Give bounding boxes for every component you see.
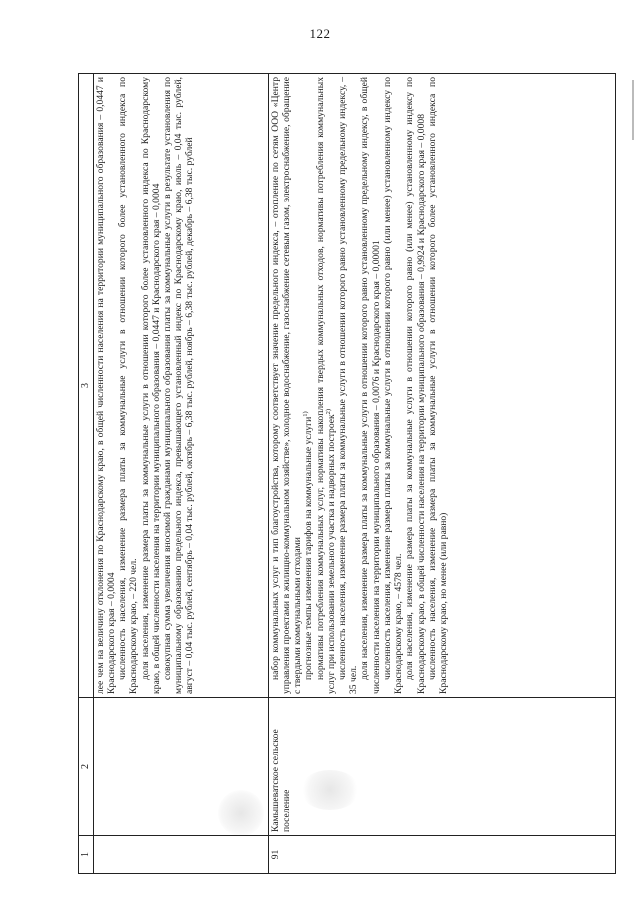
paragraph: численность населения, изменение размера платы за коммунальные услуги в отношении которого равно (или менее) установленному индексу по Краснодарскому краю, – 4578 чел.	[381, 77, 405, 694]
footnote-mark: 1)	[302, 411, 310, 417]
footnote-mark: 2)	[324, 408, 332, 415]
paragraph: доля населения, изменение размера платы за коммунальные услуги в отношении которого равно (или менее) установленному индексу по Краснодарскому краю, в общей численности населения на территории муниципального образования – 0,9924 и Краснодарского края – 0,0008	[404, 77, 427, 694]
scan-smudge	[218, 790, 264, 836]
paragraph: доля населения, изменение размера платы за коммунальные услуги в отношении которого равно установленному предельному индексу, в общей численности населения на территории муниципального образования – 0,0076 и Краснодарского края – 0,00001	[359, 77, 382, 694]
header-col-2: 2	[79, 698, 94, 836]
scan-smudge	[300, 770, 360, 810]
paragraph: набор коммунальных услуг и тип благоустройства, которому соответствует значение предельного индекса, – отопление по сетям ООО «Центр управления проектами в жилищно-коммунальном хозяйстве», холодное водоснабжение, газоснабжение сетевым газом, электроснабжение, обращение с твердыми коммунальными отходами	[269, 77, 304, 694]
paragraph	[315, 77, 337, 694]
paragraph: доля населения, изменение размера платы за коммунальные услуги в отношении которого более установленного индекса по Краснодарскому краю, в общей численности населения на территории муниципального образования – 0,0447 и Краснодарского края – 0,0004	[139, 77, 162, 694]
table-row-continuation	[93, 74, 268, 874]
table-header-row	[79, 74, 94, 874]
paragraph	[303, 77, 314, 694]
row-number-cell: 91	[268, 836, 615, 874]
description-cell	[93, 74, 268, 698]
paragraph: лее чем на величину отклонения по Краснодарскому краю, в общей численности населения на территории муниципального образования – 0,0447 и Краснодарского края – 0,0004	[94, 77, 117, 694]
paragraph-text: нормативы потребления коммунальных услуг, нормативы накопления твердых коммунальных отходов, нормативы потребления коммунальных услуг при использовании земельного участка и надворных построек	[314, 77, 337, 694]
table-row-91	[268, 74, 615, 874]
paragraph-text: прогнозные темпы изменения тарифов на коммунальные услуги	[303, 416, 315, 680]
header-col-3: 3	[79, 74, 94, 698]
description-cell	[268, 74, 615, 698]
row-number-cell	[93, 836, 268, 874]
municipality-cell: Камышеватское сельское поселение	[268, 698, 615, 836]
header-col-1: 1	[79, 836, 94, 874]
paragraph: численность населения, изменение размера платы за коммунальные услуги в отношении которого равно установленному предельному индексу, – 35 чел.	[337, 77, 360, 694]
paragraph: совокупная сумма увеличения вносимой гражданами муниципального образования платы за коммунальные услуги в результате установления по муниципальному образованию предельного индекса, превышающего установленный индекс по Краснодарскому краю, июль – 0,04 тыс. рублей, август – 0,04 тыс. рублей, сентябрь – 0,04 тыс. рублей, октябрь – 6,38 тыс. рублей, ноябрь – 6,38 тыс. рублей, декабрь – 6,38 тыс. рублей	[162, 77, 196, 694]
page-number: 122	[309, 26, 331, 41]
paragraph: численность населения, изменение размера платы за коммунальные услуги в отношении которого более установленного индекса по Краснодарскому краю, – 220 чел.	[117, 77, 140, 694]
document-table	[78, 73, 616, 874]
rotated-table-region	[78, 74, 610, 874]
scan-edge-mark	[632, 80, 634, 140]
paragraph: численность населения, изменение размера платы за коммунальные услуги в отношении которого более установленного индекса по Краснодарскому краю, но менее (или равно)	[426, 77, 449, 694]
